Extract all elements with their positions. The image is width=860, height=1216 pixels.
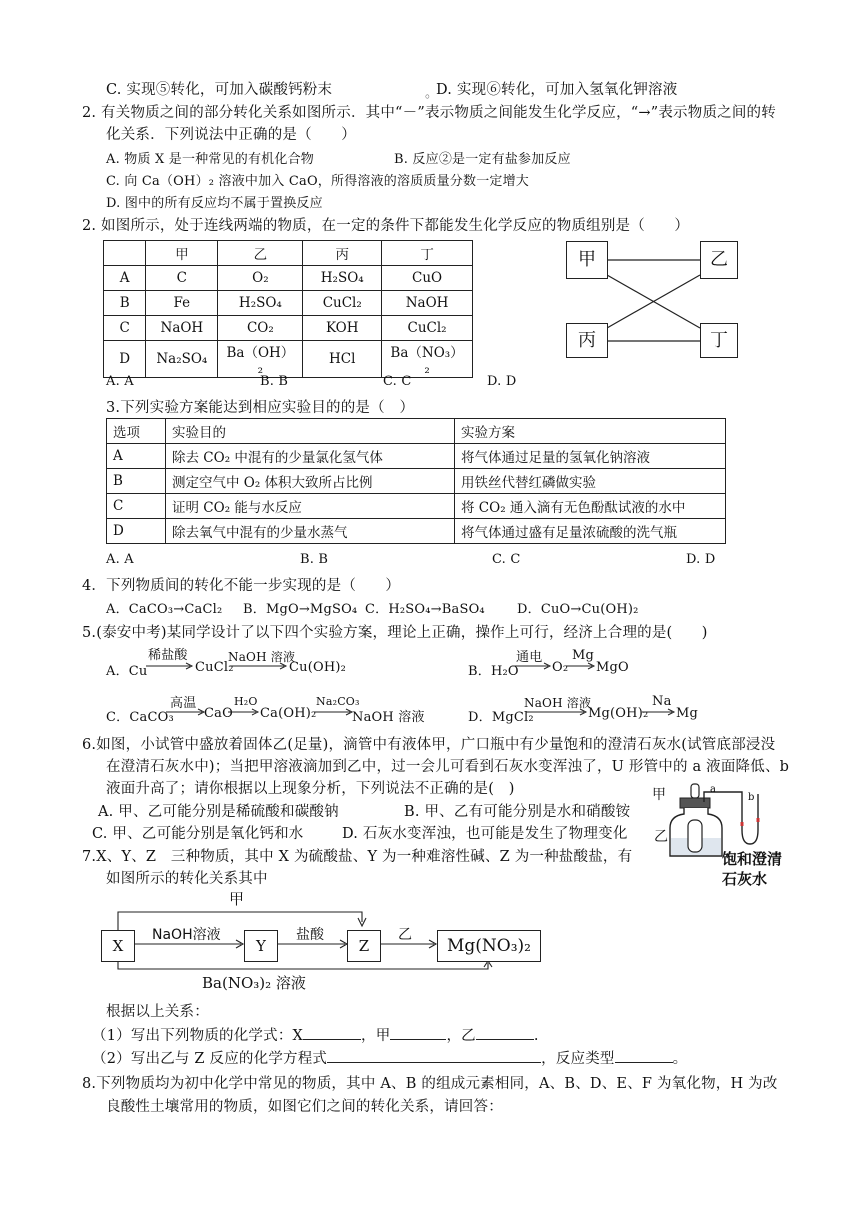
table-cell: 测定空气中 O₂ 体积大致所占比例	[166, 469, 455, 494]
qb-option-a: A. A	[106, 374, 134, 389]
qb-stem: 2. 如图所示，处于连线两端的物质，在一定的条件下都能发生化学反应的物质组别是（ ）	[82, 218, 690, 234]
q5a-reagent1: 稀盐酸	[148, 648, 188, 663]
qa-stem-line1: 2. 有关物质之间的部分转化关系如图所示．其中“－”表示物质之间能发生化学反应，“→”表示物质之间的转	[82, 105, 776, 121]
q4-option-a: A．CaCO₃→CaCl₂	[106, 602, 223, 617]
table-cell: 除去 CO₂ 中混有的少量氯化氢气体	[166, 444, 455, 469]
table-cell: D	[104, 341, 146, 378]
table-cell: A	[104, 266, 146, 291]
table-cell: 除去氧气中混有的少量水蒸气	[166, 519, 455, 544]
option-d-mark: 。	[425, 86, 439, 101]
q5a-product2: Cu(OH)₂	[289, 660, 347, 675]
node-mg-nitrate: Mg(NO₃)₂	[437, 930, 541, 962]
q5b-reagent2: Mg	[572, 648, 595, 663]
table-cell: A	[107, 444, 166, 469]
table-header-cell: 实验目的	[166, 419, 455, 444]
q3-option-d: D. D	[686, 552, 716, 567]
label-jia: 甲	[652, 787, 666, 803]
node-bing: 丙	[566, 323, 608, 358]
q6-option-a: A. 甲、乙可能分别是稀硫酸和碳酸钠	[98, 804, 339, 820]
q7-part1-jia: ，甲	[361, 1028, 391, 1044]
table-cell: B	[107, 469, 166, 494]
q4-stem: 4．下列物质间的转化不能一步实现的是（ ）	[82, 578, 401, 594]
table-cell: C	[107, 494, 166, 519]
answer-blank-yi[interactable]	[476, 1025, 534, 1040]
q7-intro: 根据以上关系：	[106, 1004, 209, 1020]
table-cell: KOH	[303, 316, 382, 341]
option-d: D. 实现⑥转化，可加入氢氧化钾溶液	[436, 82, 678, 98]
table-header-cell: 实验方案	[455, 419, 726, 444]
q5c-product2: Ca(OH)₂	[260, 706, 317, 721]
table-cell: D	[107, 519, 166, 544]
table-cell: O₂	[218, 266, 303, 291]
answer-blank-equation[interactable]	[327, 1048, 541, 1063]
q5a-reagent2: NaOH 溶液	[228, 650, 296, 664]
q7-part1	[92, 1024, 539, 1045]
q5c-start: C．CaCO₃	[106, 710, 174, 725]
table-cell: Na₂SO₄	[146, 341, 218, 378]
table-cell: Fe	[146, 291, 218, 316]
q5c-reagent2: H₂O	[234, 695, 258, 708]
table-header-cell: 丁	[382, 241, 473, 266]
q5c-reagent3: Na₂CO₃	[316, 695, 360, 708]
q6-line1: 6.如图，小试管中盛放着固体乙(足量)，滴管中有液体甲，广口瓶中有少量饱和的澄清石灰水(试管底部浸没	[82, 737, 776, 753]
label-yi: 乙	[654, 829, 668, 845]
node-y: Y	[244, 930, 278, 962]
q5b-product1: O₂	[552, 660, 569, 675]
label-jia: 甲	[229, 890, 245, 908]
qb-option-b: B. B	[260, 374, 289, 389]
table-cell: B	[104, 291, 146, 316]
table-cell: 证明 CO₂ 能与水反应	[166, 494, 455, 519]
table-cell: CO₂	[218, 316, 303, 341]
table-cell: HCl	[303, 341, 382, 378]
q4-option-b: B．MgO→MgSO₄	[243, 602, 358, 617]
label-hcl: 盐酸	[296, 927, 324, 943]
node-ding: 丁	[700, 323, 738, 358]
q8-line2: 良酸性土壤常用的物质，如图它们之间的转化关系，请回答：	[106, 1099, 503, 1115]
qa-option-d: D. 图中的所有反应均不属于置换反应	[106, 196, 323, 211]
q5d-reagent1: NaOH 溶液	[524, 696, 592, 710]
table-cell: C	[104, 316, 146, 341]
table-cell: Ba（OH）₂	[218, 341, 303, 378]
q4-option-c: C．H₂SO₄→BaSO₄	[365, 602, 485, 617]
table-cell: Ba（NO₃）₂	[382, 341, 473, 378]
answer-blank-x[interactable]	[303, 1025, 361, 1040]
label-a: a	[710, 784, 716, 795]
answer-blank-type[interactable]	[615, 1048, 673, 1063]
q7-part2-end: 。	[672, 1051, 688, 1067]
table-cell: NaOH	[382, 291, 473, 316]
q3-option-a: A. A	[106, 552, 134, 567]
q6-option-c: C. 甲、乙可能分别是氧化钙和水	[92, 826, 304, 842]
q6-line3: 液面升高了；请你根据以上现象分析，下列说法不正确的是( )	[106, 781, 515, 797]
q5b-product2: MgO	[596, 660, 629, 675]
table-cell: 用铁丝代替红磷做实验	[455, 469, 726, 494]
table-cell: 将气体通过盛有足量浓硫酸的洗气瓶	[455, 519, 726, 544]
q5c-product1: CaO	[204, 706, 233, 721]
qa-stem-line2: 化关系．下列说法中正确的是（ ）	[106, 127, 356, 143]
qb-option-c: C. C	[383, 374, 412, 389]
label-b: b	[748, 792, 755, 803]
q6-option-d: D. 石灰水变浑浊，也可能是发生了物理变化	[342, 826, 628, 842]
q7-line2: 如图所示的转化关系其中	[106, 871, 268, 887]
table-cell: 将气体通过足量的氢氧化钠溶液	[455, 444, 726, 469]
table-cell: C	[146, 266, 218, 291]
q7-part1-text: （1）写出下列物质的化学式：X	[92, 1028, 304, 1044]
table-cell: NaOH	[146, 316, 218, 341]
q5b-start: B．H₂O	[468, 664, 519, 679]
table-header-cell: 甲	[146, 241, 218, 266]
q5a-product1: CuCl₂	[195, 660, 234, 675]
q4-option-d: D．CuO→Cu(OH)₂	[517, 602, 639, 617]
q5b-reagent1: 通电	[516, 650, 543, 665]
node-z: Z	[347, 930, 381, 962]
table-cell: CuO	[382, 266, 473, 291]
q3-stem: 3.下列实验方案能达到相应实验目的的是（ ）	[106, 400, 415, 416]
node-jia: 甲	[566, 241, 608, 279]
q7-part2-text: （2）写出乙与 Z 反应的化学方程式	[92, 1051, 328, 1067]
q5a-start: A．Cu	[106, 664, 148, 679]
qb-option-d: D. D	[487, 374, 517, 389]
q5d-product2: Mg	[676, 706, 699, 721]
table-header-cell: 乙	[218, 241, 303, 266]
label-ba-nitrate: Ba(NO₃)₂ 溶液	[202, 974, 306, 992]
q3-option-b: B. B	[300, 552, 329, 567]
qa-option-c: C. 向 Ca（OH）₂ 溶液中加入 CaO，所得溶液的溶质质量分数一定增大	[106, 174, 530, 189]
q6-line2: 在澄清石灰水中)；当把甲溶液滴加到乙中，过一会儿可看到石灰水变浑浊了，U 形管中的 a 液面降低、b	[106, 759, 790, 775]
q7-part1-end: .	[533, 1028, 539, 1044]
node-yi: 乙	[700, 241, 738, 279]
table-cell: 将 CO₂ 通入滴有无色酚酞试液的水中	[455, 494, 726, 519]
qa-option-a: A. 物质 X 是一种常见的有机化合物	[106, 152, 314, 167]
q7-part1-yi: ，乙	[446, 1028, 476, 1044]
table-cell: CuCl₂	[382, 316, 473, 341]
q6-option-b: B. 甲、乙有可能分别是水和硝酸铵	[404, 804, 631, 820]
q5c-product3: NaOH 溶液	[352, 710, 425, 725]
table-cell: CuCl₂	[303, 291, 382, 316]
node-x: X	[101, 930, 135, 962]
q7-part2-type: ，反应类型	[541, 1051, 615, 1067]
q7-part2	[92, 1047, 687, 1068]
q5-stem: 5.(泰安中考)某同学设计了以下四个实验方案，理论上正确，操作上可行，经济上合理的是( )	[82, 625, 708, 641]
q5d-start: D．MgCl₂	[468, 710, 534, 725]
qa-option-b: B. 反应②是一定有盐参加反应	[394, 152, 571, 167]
caption-line2: 石灰水	[722, 870, 768, 888]
q5c-reagent1: 高温	[170, 696, 197, 711]
option-c: C. 实现⑤转化，可加入碳酸钙粉末	[106, 82, 333, 98]
table-header-cell: 选项	[107, 419, 166, 444]
q5d-reagent2: Na	[652, 694, 672, 709]
table-cell: H₂SO₄	[303, 266, 382, 291]
answer-blank-jia[interactable]	[390, 1025, 446, 1040]
table-header-cell: 丙	[303, 241, 382, 266]
q5d-product1: Mg(OH)₂	[588, 706, 649, 721]
label-naoh: NaOH溶液	[152, 927, 221, 943]
q7-line1: 7.X、Y、Z 三种物质，其中 X 为硫酸盐、Y 为一种难溶性碱、Z 为一种盐酸盐，有	[82, 849, 633, 865]
table-cell: H₂SO₄	[218, 291, 303, 316]
caption-line1: 饱和澄清	[722, 850, 783, 868]
q3-option-c: C. C	[492, 552, 521, 567]
label-yi: 乙	[398, 927, 412, 943]
q8-line1: 8.下列物质均为初中化学中常见的物质，其中 A、B 的组成元素相同，A、B、D、E、F 为氧化物，H 为改	[82, 1076, 778, 1092]
